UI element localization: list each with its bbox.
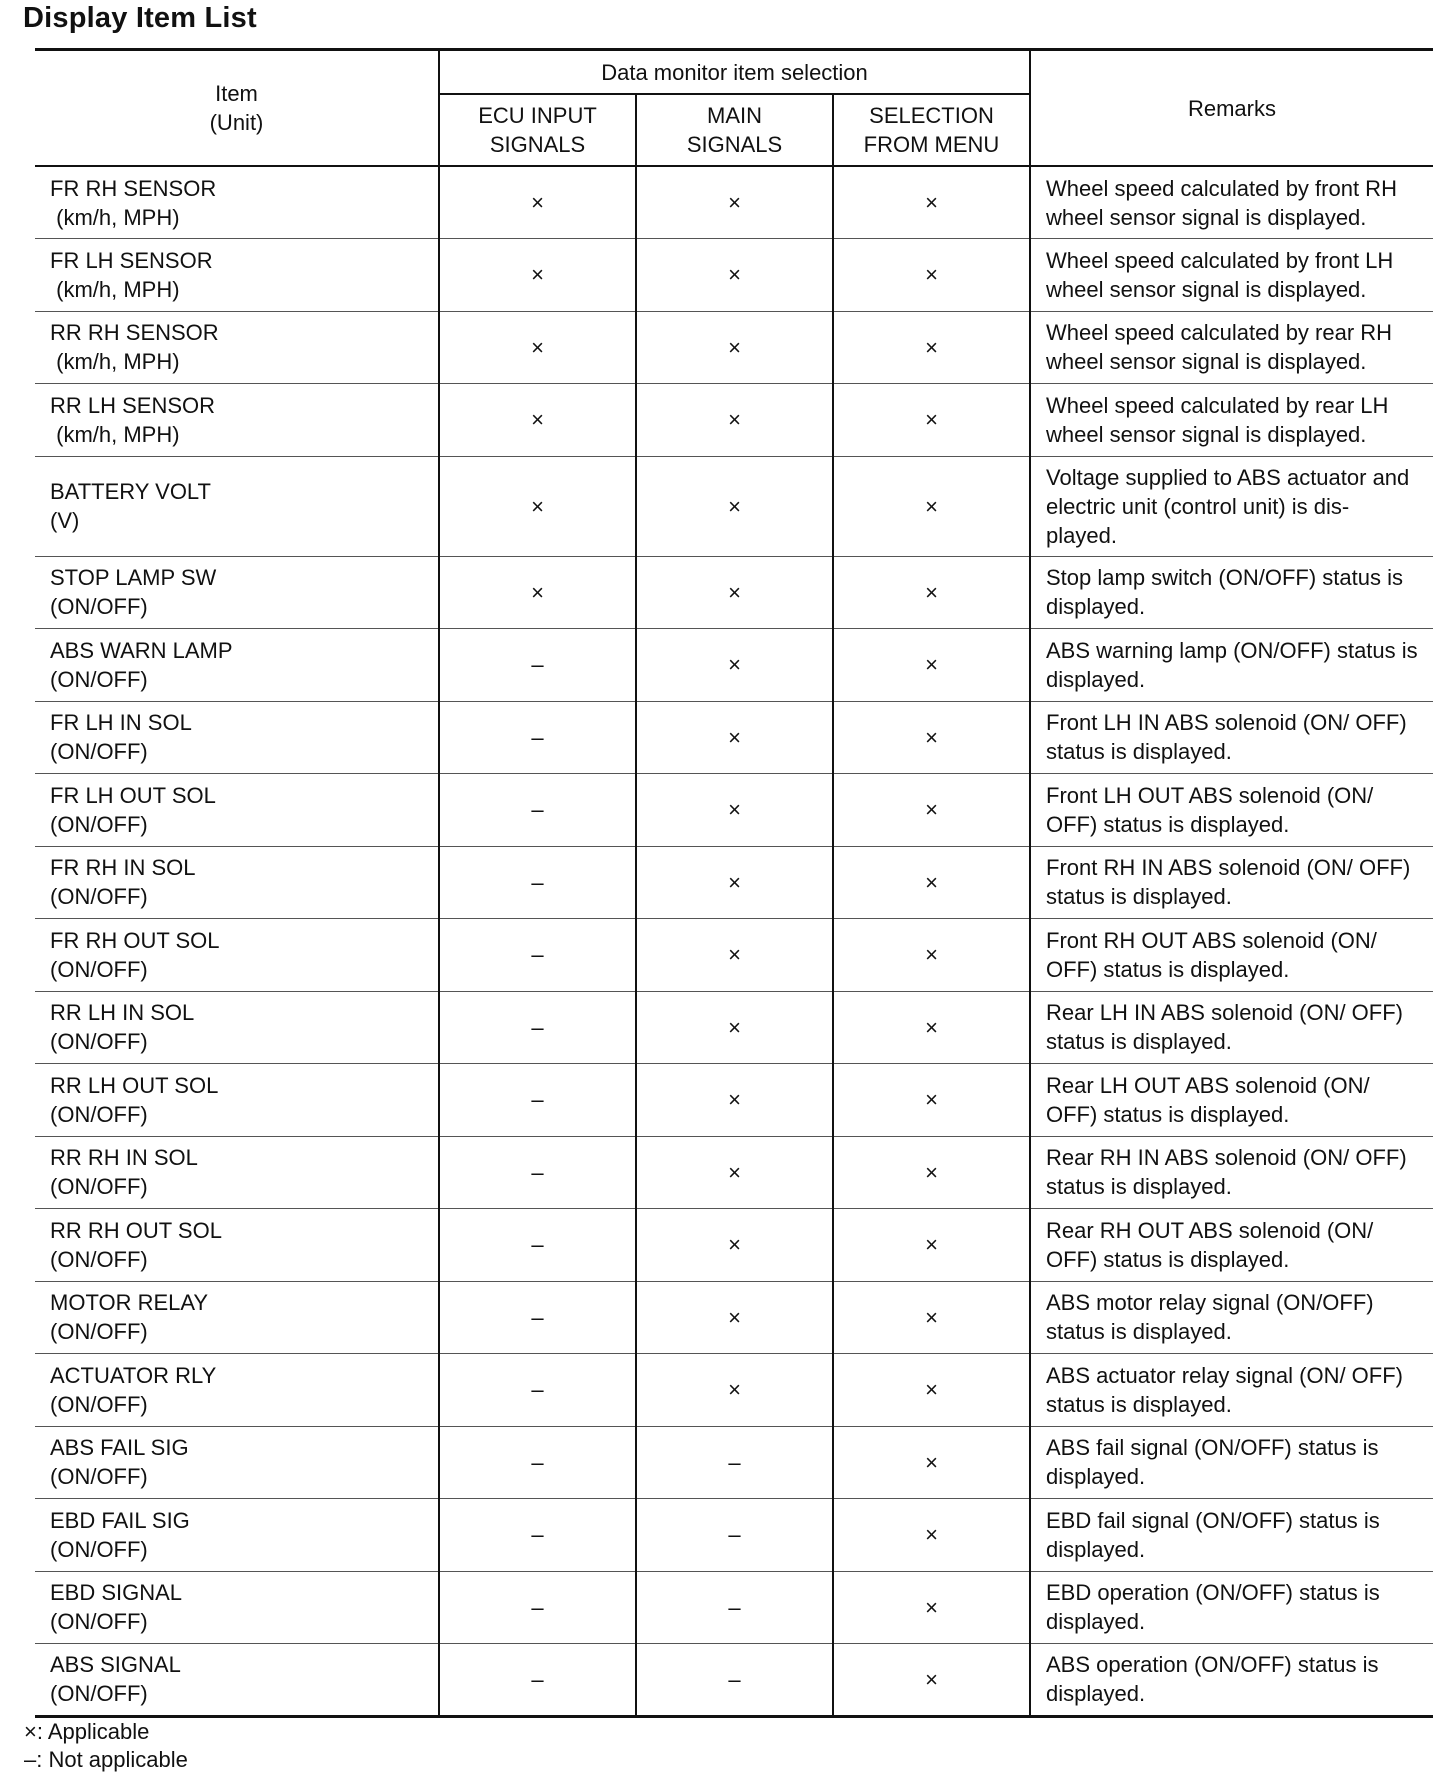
- ecu-input-signals-cell: ×: [439, 166, 636, 239]
- item-name: EBD FAIL SIG: [50, 1507, 190, 1533]
- selection-from-menu-cell: ×: [833, 1571, 1030, 1644]
- table-row: [35, 1571, 1433, 1644]
- table-row: [35, 166, 1433, 239]
- remarks-cell: Stop lamp switch (ON/OFF) status is displayed.: [1030, 556, 1433, 629]
- selection-from-menu-cell: ×: [833, 166, 1030, 239]
- table-row: [35, 1281, 1433, 1354]
- item-cell: [35, 166, 439, 239]
- item-name: ABS FAIL SIG: [50, 1435, 189, 1461]
- main-signals-cell: ×: [636, 919, 833, 992]
- main-header-line1: MAIN: [707, 103, 762, 128]
- table-row: [35, 919, 1433, 992]
- ecu-input-signals-cell: –: [439, 1209, 636, 1282]
- item-unit: (ON/OFF): [50, 594, 148, 620]
- table-row: [35, 701, 1433, 774]
- main-signals-cell: ×: [636, 1064, 833, 1137]
- ecu-input-signals-cell: ×: [439, 311, 636, 384]
- item-cell: [35, 311, 439, 384]
- item-name: RR LH OUT SOL: [50, 1072, 219, 1098]
- ecu-input-signals-cell: –: [439, 1281, 636, 1354]
- item-name: FR LH OUT SOL: [50, 782, 216, 808]
- selection-from-menu-cell: ×: [833, 1499, 1030, 1572]
- item-name: RR RH SENSOR: [50, 320, 219, 346]
- selection-from-menu-cell: ×: [833, 239, 1030, 312]
- item-unit: (ON/OFF): [50, 1101, 148, 1127]
- main-signals-cell: ×: [636, 629, 833, 702]
- remarks-column-header: Remarks: [1030, 50, 1433, 167]
- ecu-input-signals-cell: –: [439, 701, 636, 774]
- item-name: FR RH SENSOR: [50, 175, 217, 201]
- selection-from-menu-cell: ×: [833, 991, 1030, 1064]
- main-signals-cell: ×: [636, 701, 833, 774]
- main-signals-cell: ×: [636, 1281, 833, 1354]
- selection-from-menu-cell: ×: [833, 701, 1030, 774]
- remarks-cell: ABS motor relay signal (ON/OFF) status is displayed.: [1030, 1281, 1433, 1354]
- item-unit: (ON/OFF): [50, 1536, 148, 1562]
- remarks-cell: Front RH IN ABS solenoid (ON/ OFF) status is displayed.: [1030, 846, 1433, 919]
- table-row: [35, 1499, 1433, 1572]
- item-column-header: [35, 50, 439, 167]
- selection-from-menu-cell: ×: [833, 919, 1030, 992]
- ecu-input-signals-cell: –: [439, 1354, 636, 1427]
- item-name: RR LH SENSOR: [50, 392, 216, 418]
- table-row: [35, 384, 1433, 457]
- item-cell: [35, 1644, 439, 1717]
- item-cell: [35, 846, 439, 919]
- selection-from-menu-cell: ×: [833, 629, 1030, 702]
- unit-header-label: (Unit): [209, 110, 264, 135]
- ecu-input-signals-cell: –: [439, 1136, 636, 1209]
- ecu-input-signals-cell: ×: [439, 556, 636, 629]
- ecu-input-signals-header: [439, 94, 636, 166]
- item-unit: (km/h, MPH): [50, 349, 180, 375]
- page-title: Display Item List: [23, 2, 257, 34]
- table-row: [35, 1426, 1433, 1499]
- selection-from-menu-cell: ×: [833, 311, 1030, 384]
- sel-header-line2: FROM MENU: [863, 132, 1000, 157]
- remarks-cell: Voltage supplied to ABS actuator and electric unit (control unit) is dis- played.: [1030, 456, 1433, 556]
- item-unit: (ON/OFF): [50, 739, 148, 765]
- ecu-input-signals-cell: –: [439, 1426, 636, 1499]
- item-name: RR RH OUT SOL: [50, 1217, 222, 1243]
- remarks-cell: Wheel speed calculated by rear RH wheel sensor signal is displayed.: [1030, 311, 1433, 384]
- item-name: FR LH SENSOR: [50, 247, 213, 273]
- item-unit: (ON/OFF): [50, 1464, 148, 1490]
- selection-from-menu-cell: ×: [833, 1136, 1030, 1209]
- item-name: MOTOR RELAY: [50, 1290, 209, 1316]
- main-signals-cell: –: [636, 1499, 833, 1572]
- ecu-input-signals-cell: –: [439, 991, 636, 1064]
- sel-header-line1: SELECTION: [869, 103, 994, 128]
- item-cell: [35, 239, 439, 312]
- ecu-input-signals-cell: –: [439, 919, 636, 992]
- item-cell: [35, 556, 439, 629]
- remarks-cell: Rear LH IN ABS solenoid (ON/ OFF) status is displayed.: [1030, 991, 1433, 1064]
- selection-from-menu-cell: ×: [833, 384, 1030, 457]
- table-row: [35, 456, 1433, 556]
- item-name: FR RH IN SOL: [50, 855, 196, 881]
- remarks-cell: EBD operation (ON/OFF) status is displayed.: [1030, 1571, 1433, 1644]
- main-signals-cell: ×: [636, 384, 833, 457]
- ecu-input-signals-cell: –: [439, 846, 636, 919]
- remarks-cell: EBD fail signal (ON/OFF) status is displayed.: [1030, 1499, 1433, 1572]
- ecu-header-line1: ECU INPUT: [478, 103, 597, 128]
- selection-from-menu-cell: ×: [833, 1209, 1030, 1282]
- item-name: ABS WARN LAMP: [50, 637, 233, 663]
- item-name: FR LH IN SOL: [50, 710, 192, 736]
- main-signals-cell: –: [636, 1644, 833, 1717]
- item-unit: (ON/OFF): [50, 884, 148, 910]
- remarks-cell: Wheel speed calculated by front RH wheel sensor signal is displayed.: [1030, 166, 1433, 239]
- item-unit: (ON/OFF): [50, 1174, 148, 1200]
- ecu-input-signals-cell: –: [439, 1064, 636, 1137]
- remarks-cell: ABS actuator relay signal (ON/ OFF) status is displayed.: [1030, 1354, 1433, 1427]
- item-cell: [35, 991, 439, 1064]
- selection-from-menu-cell: ×: [833, 1354, 1030, 1427]
- main-signals-cell: –: [636, 1426, 833, 1499]
- legend-notes: [24, 1718, 188, 1774]
- table-row: [35, 1354, 1433, 1427]
- main-signals-cell: ×: [636, 774, 833, 847]
- item-unit: (ON/OFF): [50, 1391, 148, 1417]
- ecu-input-signals-cell: ×: [439, 384, 636, 457]
- main-signals-cell: ×: [636, 456, 833, 556]
- table-row: [35, 846, 1433, 919]
- main-signals-cell: ×: [636, 1136, 833, 1209]
- item-cell: [35, 1499, 439, 1572]
- item-cell: [35, 384, 439, 457]
- ecu-input-signals-cell: ×: [439, 239, 636, 312]
- selection-from-menu-cell: ×: [833, 456, 1030, 556]
- main-signals-cell: ×: [636, 846, 833, 919]
- item-unit: (ON/OFF): [50, 1609, 148, 1635]
- item-unit: (ON/OFF): [50, 1681, 148, 1707]
- table-body: [35, 166, 1433, 1716]
- remarks-cell: Rear LH OUT ABS solenoid (ON/ OFF) status is displayed.: [1030, 1064, 1433, 1137]
- item-cell: [35, 629, 439, 702]
- selection-from-menu-cell: ×: [833, 774, 1030, 847]
- main-header-line2: SIGNALS: [686, 132, 783, 157]
- item-unit: (ON/OFF): [50, 666, 148, 692]
- item-name: STOP LAMP SW: [50, 565, 217, 591]
- remarks-cell: Front LH IN ABS solenoid (ON/ OFF) status is displayed.: [1030, 701, 1433, 774]
- item-name: RR LH IN SOL: [50, 1000, 195, 1026]
- item-cell: [35, 1426, 439, 1499]
- remarks-cell: ABS warning lamp (ON/OFF) status is displayed.: [1030, 629, 1433, 702]
- selection-from-menu-cell: ×: [833, 1426, 1030, 1499]
- item-unit: (ON/OFF): [50, 956, 148, 982]
- remarks-cell: Wheel speed calculated by rear LH wheel sensor signal is displayed.: [1030, 384, 1433, 457]
- remarks-cell: Rear RH OUT ABS solenoid (ON/ OFF) status is displayed.: [1030, 1209, 1433, 1282]
- item-name: EBD SIGNAL: [50, 1580, 183, 1606]
- main-signals-cell: ×: [636, 166, 833, 239]
- item-unit: (km/h, MPH): [50, 276, 180, 302]
- item-cell: [35, 1209, 439, 1282]
- main-signals-cell: ×: [636, 991, 833, 1064]
- remarks-cell: ABS operation (ON/OFF) status is displayed.: [1030, 1644, 1433, 1717]
- item-unit: (ON/OFF): [50, 1319, 148, 1345]
- table-row: [35, 239, 1433, 312]
- remarks-cell: Front LH OUT ABS solenoid (ON/ OFF) status is displayed.: [1030, 774, 1433, 847]
- selection-from-menu-header: [833, 94, 1030, 166]
- selection-from-menu-cell: ×: [833, 556, 1030, 629]
- item-cell: [35, 1571, 439, 1644]
- main-signals-cell: ×: [636, 1354, 833, 1427]
- main-signals-cell: ×: [636, 239, 833, 312]
- selection-from-menu-cell: ×: [833, 1064, 1030, 1137]
- main-signals-cell: ×: [636, 311, 833, 384]
- main-signals-cell: ×: [636, 556, 833, 629]
- table-row: [35, 311, 1433, 384]
- item-unit: (ON/OFF): [50, 1246, 148, 1272]
- selection-from-menu-cell: ×: [833, 1281, 1030, 1354]
- selection-from-menu-cell: ×: [833, 846, 1030, 919]
- remarks-cell: Rear RH IN ABS solenoid (ON/ OFF) status is displayed.: [1030, 1136, 1433, 1209]
- item-unit: (km/h, MPH): [50, 421, 180, 447]
- remarks-cell: Wheel speed calculated by front LH wheel sensor signal is displayed.: [1030, 239, 1433, 312]
- item-unit: (V): [50, 508, 80, 533]
- ecu-input-signals-cell: –: [439, 1499, 636, 1572]
- item-name: FR RH OUT SOL: [50, 927, 220, 953]
- remarks-cell: ABS fail signal (ON/OFF) status is displayed.: [1030, 1426, 1433, 1499]
- item-unit: (ON/OFF): [50, 1029, 148, 1055]
- main-signals-cell: ×: [636, 1209, 833, 1282]
- item-cell: [35, 1281, 439, 1354]
- ecu-input-signals-cell: –: [439, 1644, 636, 1717]
- item-cell: [35, 701, 439, 774]
- item-cell: [35, 1354, 439, 1427]
- ecu-input-signals-cell: ×: [439, 456, 636, 556]
- item-cell: [35, 1136, 439, 1209]
- item-cell: [35, 456, 439, 556]
- item-cell: [35, 1064, 439, 1137]
- table-row: [35, 1064, 1433, 1137]
- ecu-input-signals-cell: –: [439, 629, 636, 702]
- item-unit: (km/h, MPH): [50, 204, 180, 230]
- selection-from-menu-cell: ×: [833, 1644, 1030, 1717]
- item-name: BATTERY VOLT: [50, 479, 211, 504]
- table-row: [35, 991, 1433, 1064]
- table-row: [35, 1209, 1433, 1282]
- main-signals-cell: –: [636, 1571, 833, 1644]
- legend-applicable: ×: Applicable: [24, 1719, 150, 1744]
- table-row: [35, 1136, 1433, 1209]
- legend-not-applicable: –: Not applicable: [24, 1747, 188, 1772]
- table-row: [35, 629, 1433, 702]
- table-row: [35, 556, 1433, 629]
- item-name: ABS SIGNAL: [50, 1652, 181, 1678]
- ecu-header-line2: SIGNALS: [489, 132, 586, 157]
- data-monitor-group-header: Data monitor item selection: [439, 50, 1030, 95]
- table-row: [35, 1644, 1433, 1717]
- ecu-input-signals-cell: –: [439, 1571, 636, 1644]
- item-unit: (ON/OFF): [50, 811, 148, 837]
- item-cell: [35, 774, 439, 847]
- main-signals-header: [636, 94, 833, 166]
- remarks-cell: Front RH OUT ABS solenoid (ON/ OFF) status is displayed.: [1030, 919, 1433, 992]
- item-name: ACTUATOR RLY: [50, 1362, 217, 1388]
- item-name: RR RH IN SOL: [50, 1145, 198, 1171]
- ecu-input-signals-cell: –: [439, 774, 636, 847]
- display-item-table: [35, 48, 1433, 1718]
- table-row: [35, 774, 1433, 847]
- item-header-label: Item: [215, 81, 258, 106]
- item-cell: [35, 919, 439, 992]
